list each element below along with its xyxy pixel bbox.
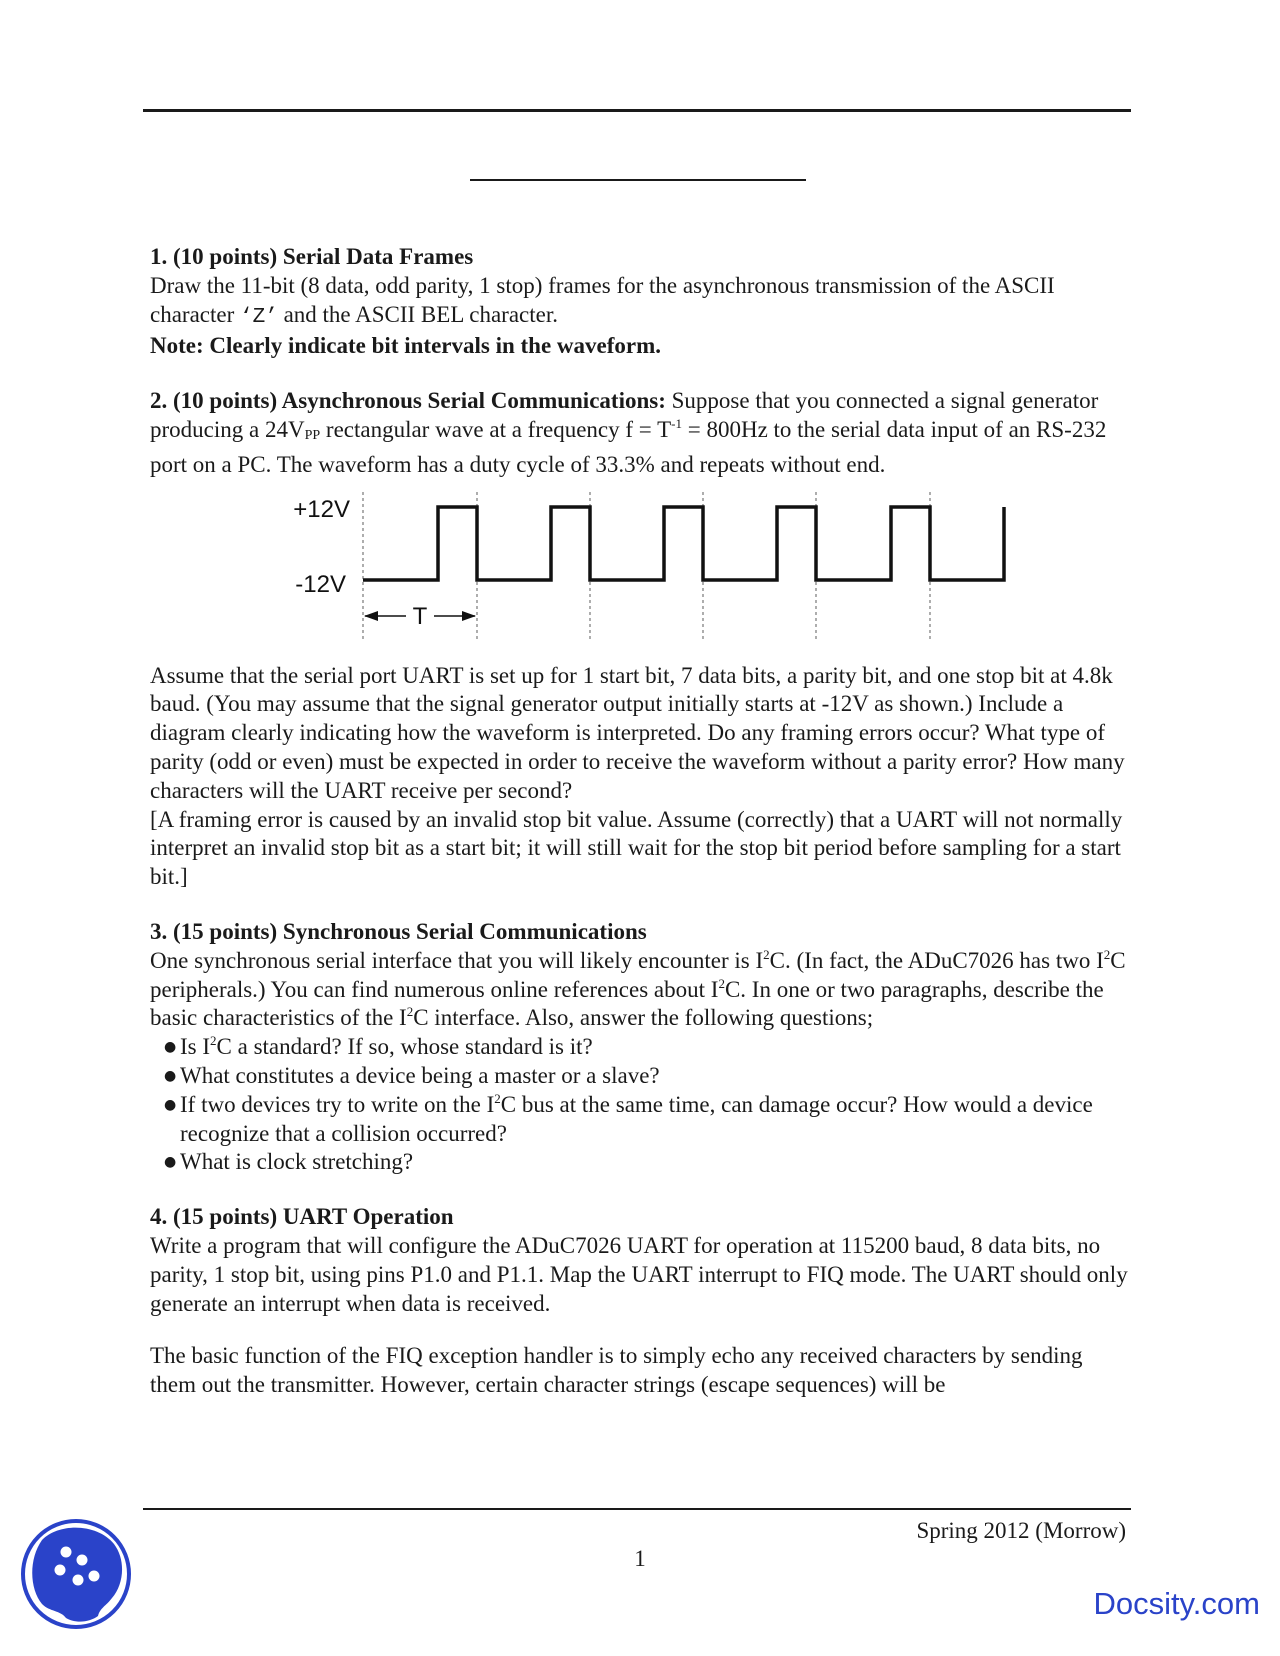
footer-rule (143, 1508, 1131, 1510)
list-item: ● What constitutes a device being a master or a slave? (164, 1062, 1130, 1091)
q2-heading: 2. (10 points) Asynchronous Serial Communications: (150, 388, 666, 414)
question-2 (150, 387, 1130, 892)
q4-body-continued: The basic function of the FIQ exception handler is to simply echo any received characters by sending them out the transmitter. However, certain character strings (escape sequences) will be (150, 1343, 1083, 1398)
q3-body: One synchronous serial interface that you will likely encounter is $I^2C$. (In fact, the ADuC7026 has two $I^2C$ peripherals.) You can find numerous online references about $I^2C$. In one or two paragraphs, describe the basic characteristics of the $I^2C$ interface. Also, answer the following questions; (150, 946, 1126, 1031)
q2-intro: 2. (10 points) Asynchronous Serial Communications: Suppose that you connected a signal generator producing a $24V_{PP}$ rectangular wave at a frequency $f = T^{-1} = 800Hz$ to the serial data input of an RS-232 port on a PC. The waveform has a duty cycle of 33.3% and repeats without end. (150, 388, 1107, 477)
list-item: ● Is $I^2C$ a standard? If so, whose standard is it? (164, 1033, 1130, 1062)
document-body (150, 243, 1130, 1400)
q2-body: Assume that the serial port UART is set up for 1 start bit, 7 data bits, a parity bit, and one stop bit at 4.8k baud. (You may assume that the signal generator output initially starts at -12V as shown.) Include a diagram clearly indicating how the waveform is interpreted. Do any framing errors occur? What type of parity (odd or even) must be expected in order to receive the waveform without a parity error? How many characters will the UART receive per second? (150, 662, 1125, 803)
q3-heading: 3. (15 points) Synchronous Serial Communications (150, 918, 647, 944)
footer-term: Spring 2012 (Morrow) (916, 1518, 1126, 1543)
arrow-right-head (462, 611, 476, 621)
name-blank-line (470, 179, 806, 181)
arrow-left-head (364, 611, 378, 621)
label-high-voltage: +12V (293, 495, 350, 523)
label-period: T (412, 602, 428, 630)
list-item: ● What is clock stretching? (164, 1148, 1130, 1177)
q1-note: Note: Clearly indicate bit intervals in the waveform. (150, 333, 662, 359)
question-4 (150, 1203, 1130, 1400)
q4-body: Write a program that will configure the ADuC7026 UART for operation at 115200 baud, 8 data bits, no parity, 1 stop bit, using pins P1.0 and P1.1. Map the UART interrupt to FIQ mode. The UART should only generate an interrupt when data is received. (150, 1232, 1128, 1316)
q4-heading: 4. (15 points) UART Operation (150, 1204, 454, 1230)
bullet-icon: ● (164, 1154, 177, 1171)
q2-bracket-note: [A framing error is caused by an invalid stop bit value. Assume (correctly) that a UART will not normally interpret an invalid stop bit as a start bit; it will still wait for the stop bit period before sampling for a start bit.] (150, 806, 1123, 890)
q1-heading: 1. (10 points) Serial Data Frames (150, 244, 474, 269)
label-low-voltage: -12V (295, 570, 346, 598)
list-item: ● If two devices try to write on the $I^2C$ bus at the same time, can damage occur? How would a device recognize that a collision occurred? (164, 1090, 1093, 1146)
page-number: 1 (634, 1546, 646, 1571)
bullet-icon: ● (164, 1067, 177, 1084)
docsity-logo-icon (20, 1518, 132, 1630)
bullet-icon: ● (164, 1039, 177, 1056)
header-rule (143, 109, 1131, 112)
bullet-icon: ● (164, 1096, 177, 1113)
question-1 (150, 243, 1130, 361)
signal-trace (363, 507, 1004, 580)
q1-char: ‘Z’ (240, 305, 278, 329)
question-3 (150, 918, 1130, 1177)
watermark-link[interactable]: Docsity.com (1093, 1586, 1260, 1621)
q1-body: Draw the 11-bit (8 data, odd parity, 1 stop) frames for the asynchronous transmission of the ASCII character ‘Z’ and the ASCII BEL character. (150, 272, 1055, 329)
square-waveform-figure (150, 492, 1130, 652)
q3-question-list (150, 1033, 1130, 1177)
